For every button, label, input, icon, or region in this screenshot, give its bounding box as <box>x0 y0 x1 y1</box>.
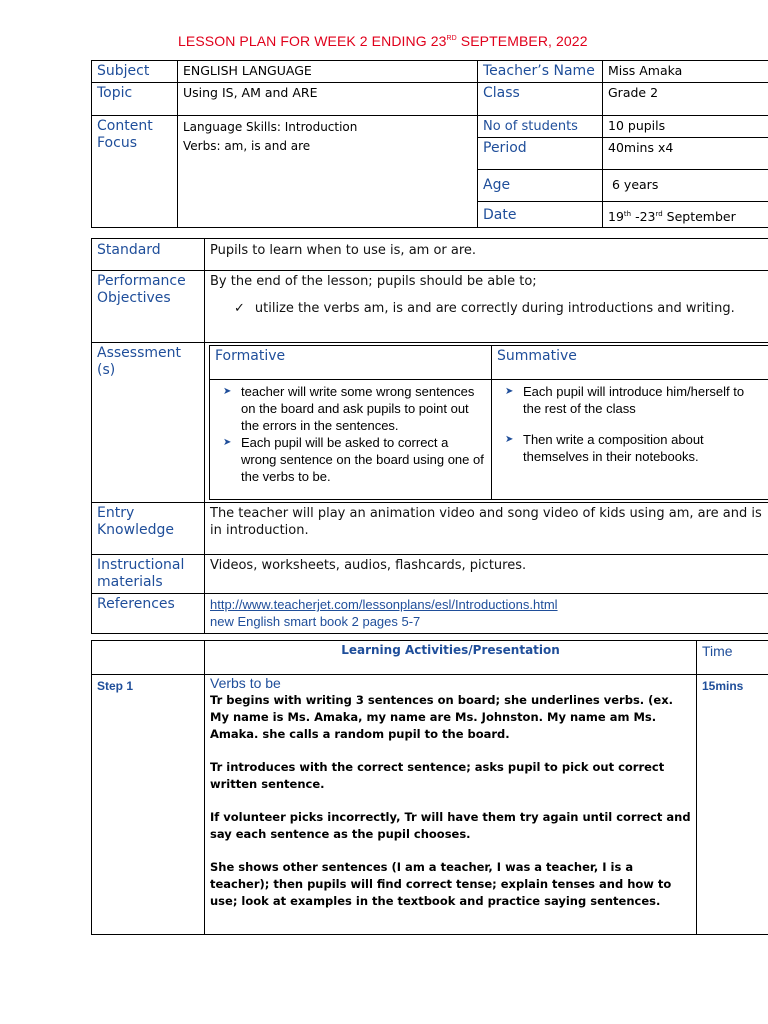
instructional-materials-label: Instructional materials <box>92 555 205 594</box>
assessment-cell <box>205 343 768 503</box>
date-label: Date <box>478 202 603 228</box>
instructional-materials-value: Videos, worksheets, audios, flashcards, pictures. <box>205 555 768 594</box>
activity-paragraph: Tr begins with writing 3 sentences on board; she underlines verbs. (ex. My name is Ms. Amaka, my name are Ms. Johnston. My name am Ms. Amaka. she calls a random pupil to the board. <box>210 693 674 741</box>
lesson-info-table <box>91 60 768 228</box>
performance-item: ✓ utilize the verbs am, is and are correctly during introductions and writing. <box>234 301 735 316</box>
page-title: LESSON PLAN FOR WEEK 2 ENDING 23RD SEPTEMBER, 2022 <box>178 33 588 49</box>
step-title: Verbs to be <box>210 675 281 691</box>
content-line-2: Verbs: am, is and are <box>183 139 311 153</box>
entry-knowledge-label: Entry Knowledge <box>92 503 205 555</box>
step-label: Step 1 <box>92 675 205 935</box>
arrow-bullet-icon: ➤ <box>505 434 514 445</box>
step-content <box>205 675 697 935</box>
arrow-bullet-icon: ➤ <box>505 386 514 397</box>
subject-label: Subject <box>92 61 178 83</box>
assessment-subtable <box>209 345 768 500</box>
references-label: References <box>92 594 205 634</box>
performance-label: Performance Objectives <box>92 271 205 343</box>
performance-value <box>205 271 768 343</box>
students-label: No of students <box>478 116 603 138</box>
subject-value: ENGLISH LANGUAGE <box>178 61 478 83</box>
performance-intro: By the end of the lesson; pupils should be able to; <box>210 274 537 289</box>
assessment-label: Assessment (s) <box>92 343 205 503</box>
formative-heading: Formative <box>210 346 492 380</box>
age-label: Age <box>478 170 603 202</box>
topic-label: Topic <box>92 83 178 116</box>
standard-label: Standard <box>92 239 205 271</box>
content-focus-label: Content Focus <box>92 116 178 228</box>
content-focus-value <box>178 116 478 228</box>
age-value: 6 years <box>603 170 768 202</box>
formative-list-cell <box>210 380 492 500</box>
summative-heading: Summative <box>492 346 768 380</box>
students-value: 10 pupils <box>603 116 768 138</box>
arrow-bullet-icon: ➤ <box>223 437 232 448</box>
list-item: ➤ teacher will write some wrong sentences on the board and ask pupils to point out the errors in the sentences. <box>223 384 475 433</box>
activity-paragraph: If volunteer picks incorrectly, Tr will have them try again until correct and say each sentence as the pupil chooses. <box>210 810 691 841</box>
time-heading: Time <box>697 641 768 675</box>
activities-heading: Learning Activities/Presentation <box>205 641 697 675</box>
lesson-objectives-table <box>91 238 768 634</box>
learning-activities-table <box>91 640 768 935</box>
empty-header-cell <box>92 641 205 675</box>
standard-value: Pupils to learn when to use is, am or are. <box>205 239 768 271</box>
summative-list-cell <box>492 380 768 500</box>
arrow-bullet-icon: ➤ <box>223 386 232 397</box>
teacher-label: Teacher’s Name <box>478 61 603 83</box>
list-item: ➤ Each pupil will introduce him/herself to the rest of the class <box>505 384 745 416</box>
reference-book: new English smart book 2 pages 5-7 <box>210 614 421 629</box>
activity-paragraph: Tr introduces with the correct sentence; asks pupil to pick out correct written sentence. <box>210 760 665 791</box>
reference-link[interactable]: http://www.teacherjet.com/lessonplans/esl/Introductions.html <box>210 597 558 612</box>
summative-list <box>497 383 764 465</box>
step-time: 15mins <box>697 675 768 935</box>
entry-knowledge-value: The teacher will play an animation video and song video of kids using am, are and is in introduction. <box>205 503 768 555</box>
topic-value: Using IS, AM and ARE <box>178 83 478 116</box>
references-value <box>205 594 768 634</box>
date-value: 19th -23rd September <box>603 202 768 228</box>
list-item: ➤ Then write a composition about themselves in their notebooks. <box>505 432 704 464</box>
activity-paragraph: She shows other sentences (I am a teacher, I was a teacher, I is a teacher); then pupils will find correct tense; explain tenses and how to use; look at examples in the textbook and practice saying sentences. <box>210 860 672 908</box>
list-item: ➤ Each pupil will be asked to correct a wrong sentence on the board using one of the verbs to be. <box>223 435 484 484</box>
class-label: Class <box>478 83 603 116</box>
class-value: Grade 2 <box>603 83 768 116</box>
check-icon: ✓ <box>234 301 245 316</box>
content-line-1: Language Skills: Introduction <box>183 120 358 134</box>
period-value: 40mins x4 <box>603 138 768 170</box>
teacher-value: Miss Amaka <box>603 61 768 83</box>
formative-list <box>215 383 486 485</box>
period-label: Period <box>478 138 603 170</box>
